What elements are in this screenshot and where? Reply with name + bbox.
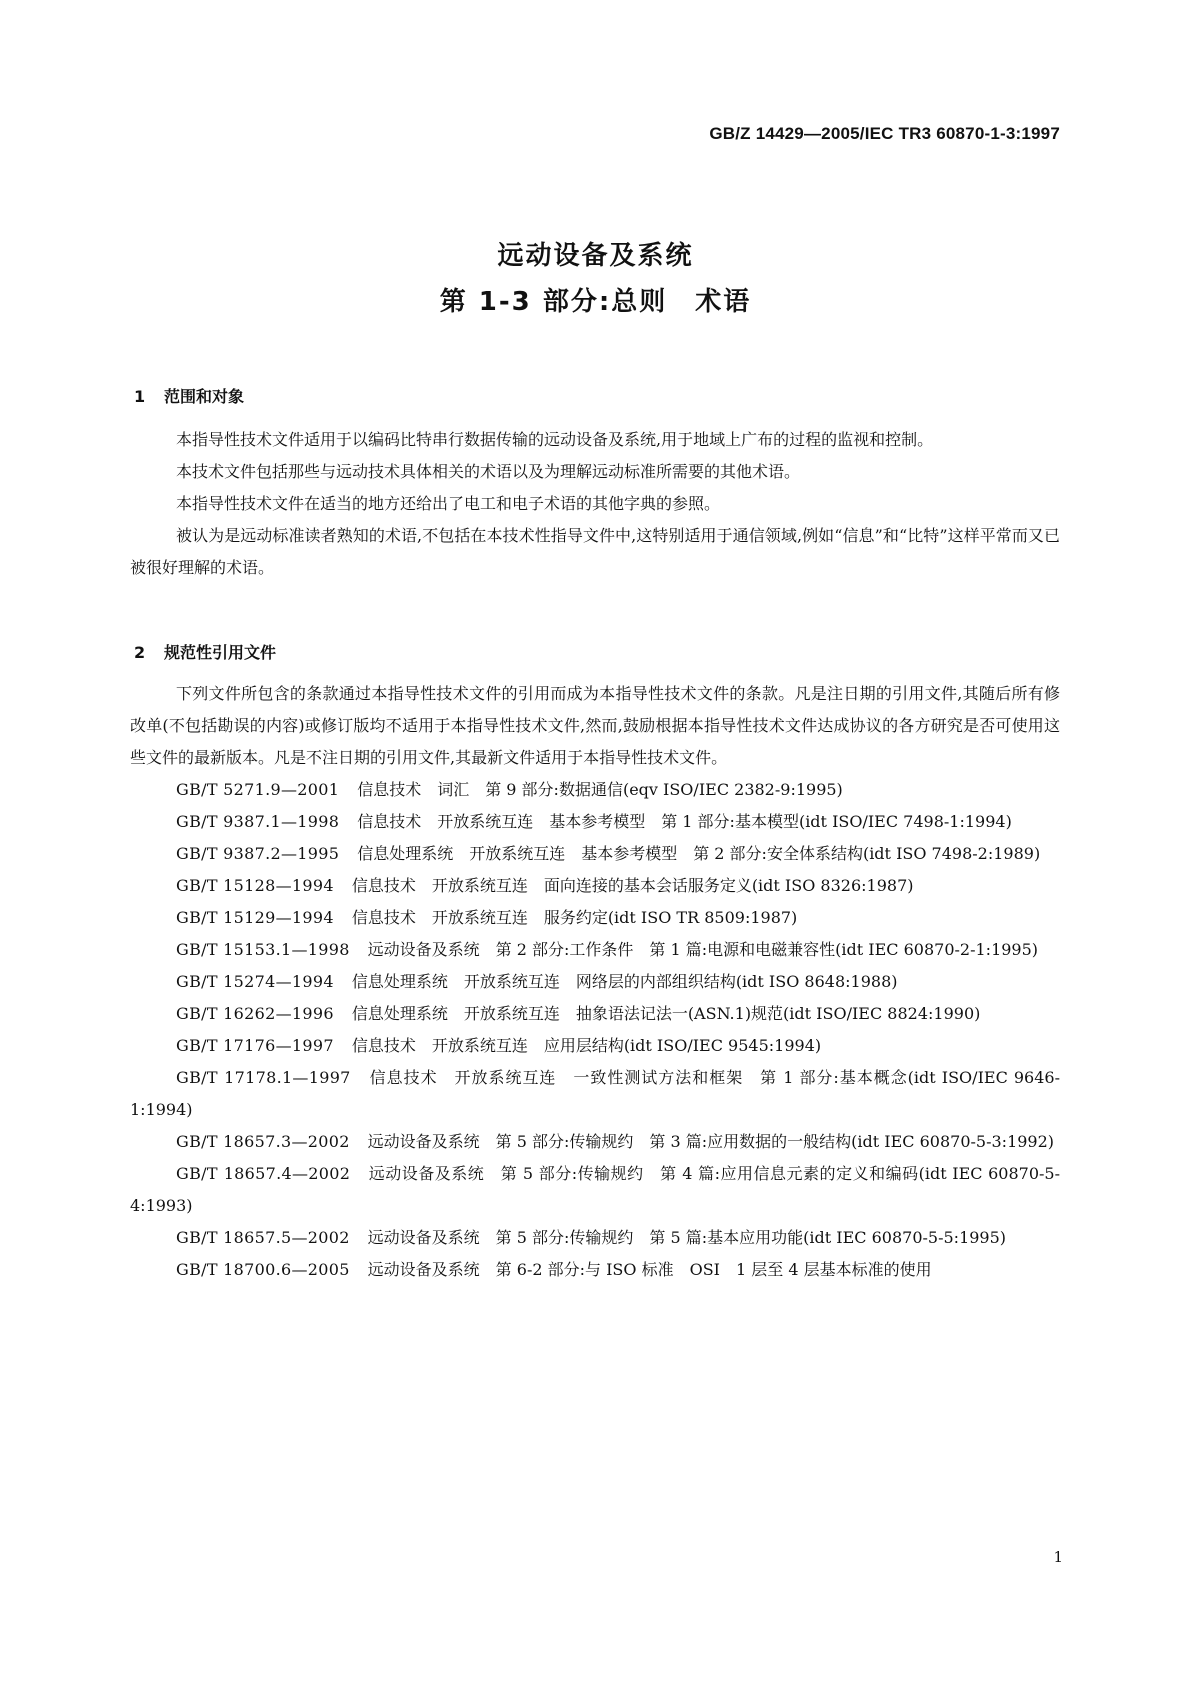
reference-code: GB/T 17176—1997 <box>176 1036 334 1055</box>
reference-entry <box>130 998 1060 1030</box>
standard-number: GB/Z 14429—2005/IEC TR3 60870-1-3:1997 <box>709 124 1060 143</box>
reference-title: 信息技术 开放系统互连 一致性测试方法和框架 第 1 部分:基本概念(idt ISO/IEC 9646-1:1994) <box>130 1068 1060 1119</box>
section-1-heading <box>134 384 244 407</box>
reference-code: GB/T 5271.9—2001 <box>176 780 340 799</box>
reference-title: 信息技术 开放系统互连 基本参考模型 第 1 部分:基本模型(idt ISO/IEC 7498-1:1994) <box>357 812 1012 831</box>
reference-title: 远动设备及系统 第 5 部分:传输规约 第 4 篇:应用信息元素的定义和编码(idt IEC 60870-5-4:1993) <box>130 1164 1060 1215</box>
section-2-intro: 下列文件所包含的条款通过本指导性技术文件的引用而成为本指导性技术文件的条款。凡是注日期的引用文件,其随后所有修改单(不包括勘误的内容)或修订版均不适用于本指导性技术文件,然而,鼓励根据本指导性技术文件达成协议的各方研究是否可使用这些文件的最新版本。凡是不注日期的引用文件,其最新文件适用于本指导性技术文件。 <box>130 684 1060 767</box>
reference-entry <box>130 1158 1060 1222</box>
reference-entry <box>130 806 1060 838</box>
reference-entry <box>130 1030 1060 1062</box>
section-1-paragraph: 本指导性技术文件适用于以编码比特串行数据传输的远动设备及系统,用于地域上广布的过程的监视和控制。 <box>176 430 934 449</box>
reference-title: 信息技术 开放系统互连 面向连接的基本会话服务定义(idt ISO 8326:1987) <box>351 876 914 895</box>
reference-entry <box>130 934 1060 966</box>
section-2-title: 规范性引用文件 <box>164 643 277 662</box>
reference-title: 信息处理系统 开放系统互连 网络层的内部组织结构(idt ISO 8648:1988) <box>351 972 898 991</box>
reference-code: GB/T 18657.5—2002 <box>176 1228 350 1247</box>
reference-code: GB/T 15153.1—1998 <box>176 940 350 959</box>
reference-entry <box>130 838 1060 870</box>
reference-entry <box>130 1126 1060 1158</box>
reference-code: GB/T 17178.1—1997 <box>176 1068 351 1087</box>
reference-code: GB/T 15129—1994 <box>176 908 334 927</box>
reference-code: GB/T 18657.3—2002 <box>176 1132 350 1151</box>
reference-code: GB/T 15274—1994 <box>176 972 334 991</box>
reference-list <box>130 774 1060 1286</box>
reference-code: GB/T 9387.2—1995 <box>176 844 340 863</box>
reference-title: 信息处理系统 开放系统互连 基本参考模型 第 2 部分:安全体系结构(idt ISO 7498-2:1989) <box>357 844 1041 863</box>
reference-title: 信息处理系统 开放系统互连 抽象语法记法一(ASN.1)规范(idt ISO/IEC 8824:1990) <box>351 1004 981 1023</box>
reference-entry <box>130 1254 1060 1286</box>
reference-title: 远动设备及系统 第 5 部分:传输规约 第 5 篇:基本应用功能(idt IEC 60870-5-5:1995) <box>367 1228 1007 1247</box>
section-2-number: 2 <box>134 643 146 662</box>
section-1-title: 范围和对象 <box>164 387 245 406</box>
reference-title: 信息技术 开放系统互连 服务约定(idt ISO TR 8509:1987) <box>351 908 798 927</box>
reference-code: GB/T 18657.4—2002 <box>176 1164 351 1183</box>
document-title-line-2: 第 1-3 部分:总则 术语 <box>439 287 752 317</box>
reference-entry <box>130 966 1060 998</box>
reference-code: GB/T 9387.1—1998 <box>176 812 340 831</box>
section-2-body <box>130 678 1060 1286</box>
section-1-body <box>130 424 1060 584</box>
reference-title: 远动设备及系统 第 6-2 部分:与 ISO 标准 OSI 1 层至 4 层基本标准的使用 <box>367 1260 932 1279</box>
reference-code: GB/T 16262—1996 <box>176 1004 334 1023</box>
section-1-paragraph: 本指导性技术文件在适当的地方还给出了电工和电子术语的其他字典的参照。 <box>176 494 721 513</box>
reference-title: 信息技术 开放系统互连 应用层结构(idt ISO/IEC 9545:1994) <box>351 1036 822 1055</box>
page-number: 1 <box>1053 1548 1063 1566</box>
reference-title: 信息技术 词汇 第 9 部分:数据通信(eqv ISO/IEC 2382-9:1995) <box>357 780 843 799</box>
section-1-paragraph: 被认为是远动标准读者熟知的术语,不包括在本技术性指导文件中,这特别适用于通信领域,例如“信息”和“比特”这样平常而又已被很好理解的术语。 <box>130 526 1060 577</box>
reference-code: GB/T 15128—1994 <box>176 876 334 895</box>
section-1-paragraph: 本技术文件包括那些与远动技术具体相关的术语以及为理解远动标准所需要的其他术语。 <box>176 462 801 481</box>
reference-entry <box>130 902 1060 934</box>
reference-entry <box>130 1222 1060 1254</box>
section-1-number: 1 <box>134 387 146 406</box>
reference-title: 远动设备及系统 第 5 部分:传输规约 第 3 篇:应用数据的一般结构(idt IEC 60870-5-3:1992) <box>367 1132 1055 1151</box>
section-2-heading <box>134 640 276 663</box>
reference-code: GB/T 18700.6—2005 <box>176 1260 350 1279</box>
reference-entry <box>130 870 1060 902</box>
reference-entry <box>130 1062 1060 1126</box>
document-title-line-1: 远动设备及系统 <box>497 241 694 271</box>
reference-title: 远动设备及系统 第 2 部分:工作条件 第 1 篇:电源和电磁兼容性(idt IEC 60870-2-1:1995) <box>367 940 1039 959</box>
reference-entry <box>130 774 1060 806</box>
